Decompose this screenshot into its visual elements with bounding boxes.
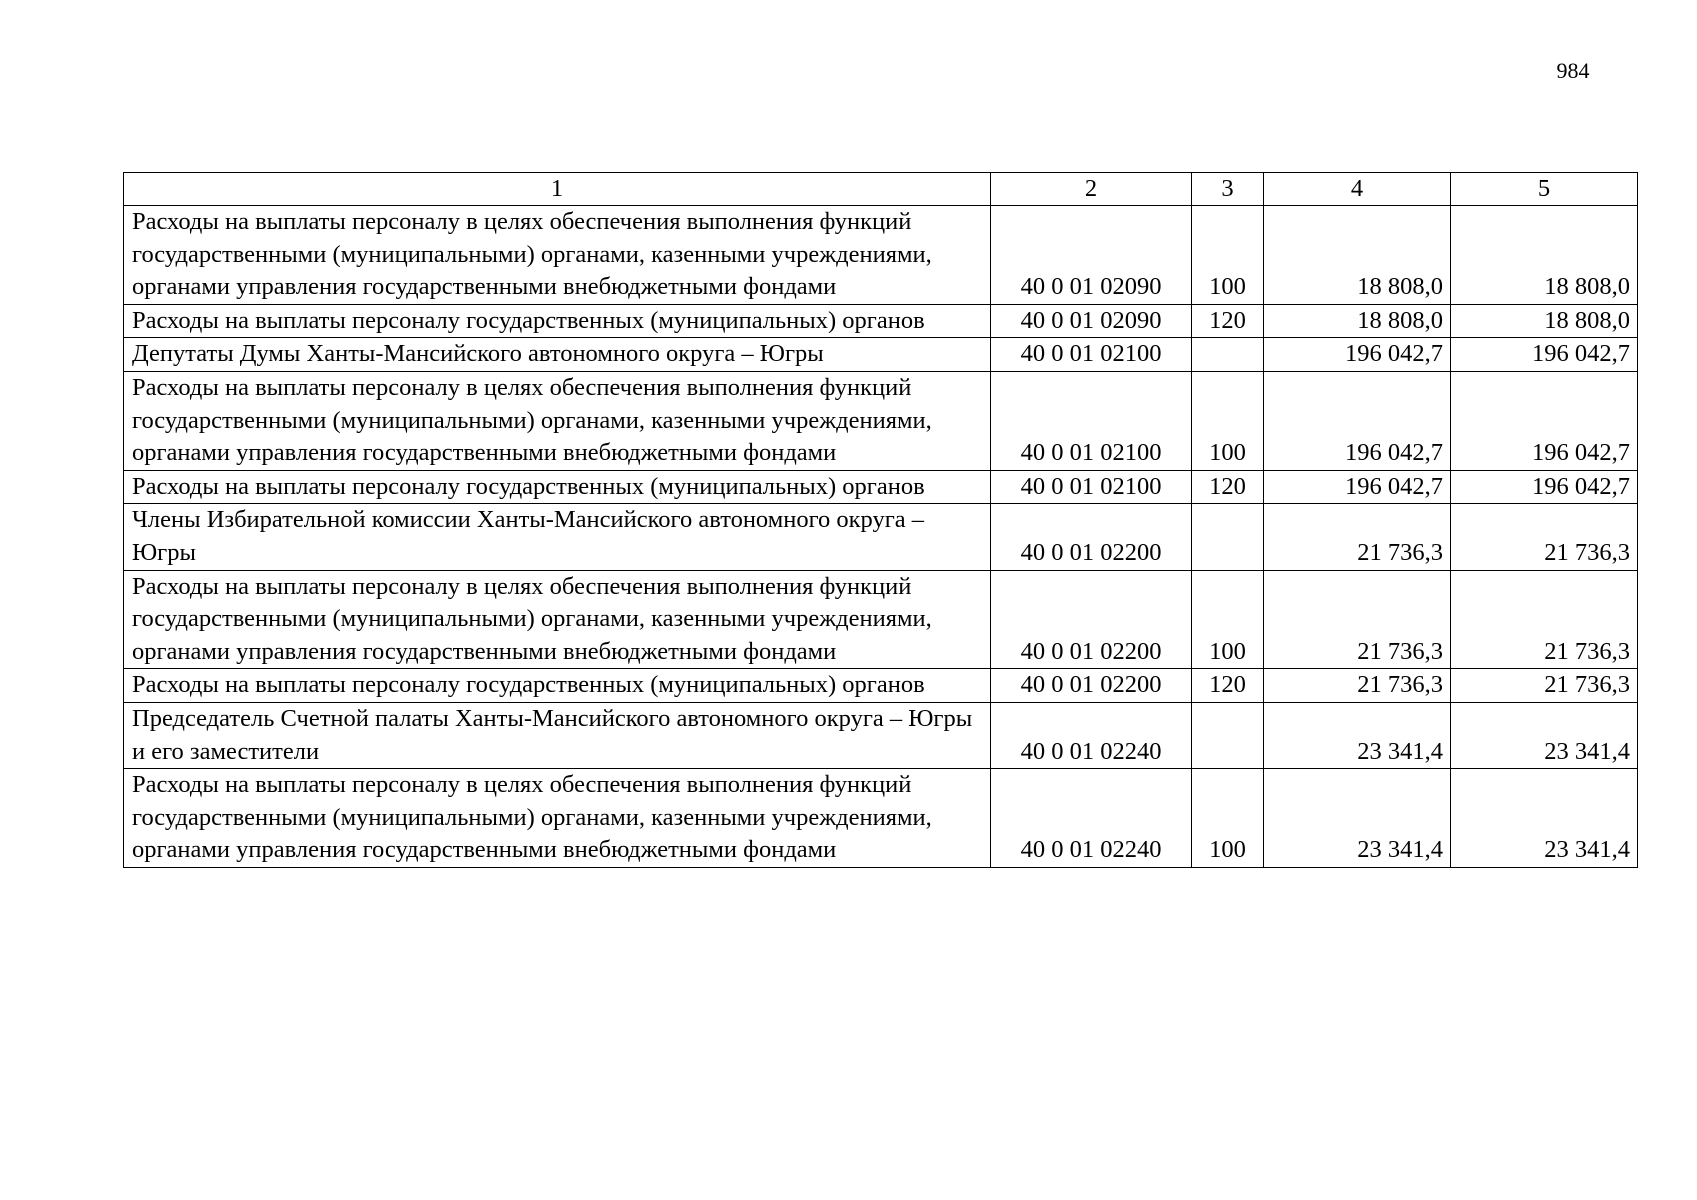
expense-name: Расходы на выплаты персоналу государственных (муниципальных) органов xyxy=(124,304,991,338)
target-article-code: 40 0 01 02090 xyxy=(991,304,1192,338)
expense-name: Депутаты Думы Ханты-Мансийского автономного округа – Югры xyxy=(124,338,991,372)
table-row xyxy=(124,769,1638,868)
column-number-row xyxy=(124,173,1638,206)
amount-column-4: 196 042,7 xyxy=(1264,470,1451,504)
expense-type-code: 120 xyxy=(1192,470,1264,504)
amount-column-5: 21 736,3 xyxy=(1451,669,1638,703)
expense-name: Председатель Счетной палаты Ханты-Мансийского автономного округа – Югры и его заместители xyxy=(124,702,991,768)
table-row xyxy=(124,470,1638,504)
amount-column-4: 23 341,4 xyxy=(1264,702,1451,768)
table-row xyxy=(124,371,1638,470)
target-article-code: 40 0 01 02090 xyxy=(991,206,1192,305)
expense-type-code: 100 xyxy=(1192,570,1264,669)
amount-column-5: 196 042,7 xyxy=(1451,371,1638,470)
amount-column-5: 21 736,3 xyxy=(1451,570,1638,669)
target-article-code: 40 0 01 02100 xyxy=(991,338,1192,372)
expense-name: Расходы на выплаты персоналу государственных (муниципальных) органов xyxy=(124,470,991,504)
expense-type-code xyxy=(1192,338,1264,372)
amount-column-4: 196 042,7 xyxy=(1264,371,1451,470)
expense-type-code: 100 xyxy=(1192,769,1264,868)
amount-column-5: 21 736,3 xyxy=(1451,504,1638,570)
expense-name: Расходы на выплаты персоналу в целях обеспечения выполнения функций государственными (муниципальными) органами, казенными учреждениями, органами управления государственными внебюджетными фондами xyxy=(124,206,991,305)
amount-column-4: 18 808,0 xyxy=(1264,206,1451,305)
column-number-header: 3 xyxy=(1192,173,1264,206)
expense-type-code: 100 xyxy=(1192,371,1264,470)
column-number-header: 1 xyxy=(124,173,991,206)
amount-column-5: 196 042,7 xyxy=(1451,338,1638,372)
column-number-header: 2 xyxy=(991,173,1192,206)
amount-column-4: 18 808,0 xyxy=(1264,304,1451,338)
expense-type-code: 120 xyxy=(1192,304,1264,338)
amount-column-5: 18 808,0 xyxy=(1451,206,1638,305)
amount-column-4: 21 736,3 xyxy=(1264,570,1451,669)
amount-column-4: 23 341,4 xyxy=(1264,769,1451,868)
column-number-header: 4 xyxy=(1264,173,1451,206)
table-row xyxy=(124,570,1638,669)
expense-type-code xyxy=(1192,504,1264,570)
table-row xyxy=(124,304,1638,338)
expense-name: Расходы на выплаты персоналу в целях обеспечения выполнения функций государственными (муниципальными) органами, казенными учреждениями, органами управления государственными внебюджетными фондами xyxy=(124,570,991,669)
target-article-code: 40 0 01 02100 xyxy=(991,470,1192,504)
budget-table xyxy=(123,172,1638,868)
amount-column-4: 21 736,3 xyxy=(1264,504,1451,570)
target-article-code: 40 0 01 02100 xyxy=(991,371,1192,470)
page-number: 984 xyxy=(1556,58,1590,83)
expense-name: Члены Избирательной комиссии Ханты-Мансийского автономного округа – Югры xyxy=(124,504,991,570)
expense-name: Расходы на выплаты персоналу в целях обеспечения выполнения функций государственными (муниципальными) органами, казенными учреждениями, органами управления государственными внебюджетными фондами xyxy=(124,371,991,470)
target-article-code: 40 0 01 02240 xyxy=(991,702,1192,768)
target-article-code: 40 0 01 02240 xyxy=(991,769,1192,868)
column-number-header: 5 xyxy=(1451,173,1638,206)
table-row xyxy=(124,338,1638,372)
expense-type-code: 100 xyxy=(1192,206,1264,305)
amount-column-5: 23 341,4 xyxy=(1451,702,1638,768)
expense-type-code: 120 xyxy=(1192,669,1264,703)
table-row xyxy=(124,504,1638,570)
amount-column-4: 196 042,7 xyxy=(1264,338,1451,372)
target-article-code: 40 0 01 02200 xyxy=(991,570,1192,669)
amount-column-5: 18 808,0 xyxy=(1451,304,1638,338)
table-row xyxy=(124,702,1638,768)
amount-column-4: 21 736,3 xyxy=(1264,669,1451,703)
table-row xyxy=(124,206,1638,305)
amount-column-5: 23 341,4 xyxy=(1451,769,1638,868)
expense-type-code xyxy=(1192,702,1264,768)
table-row xyxy=(124,669,1638,703)
amount-column-5: 196 042,7 xyxy=(1451,470,1638,504)
target-article-code: 40 0 01 02200 xyxy=(991,669,1192,703)
expense-name: Расходы на выплаты персоналу государственных (муниципальных) органов xyxy=(124,669,991,703)
expense-name: Расходы на выплаты персоналу в целях обеспечения выполнения функций государственными (муниципальными) органами, казенными учреждениями, органами управления государственными внебюджетными фондами xyxy=(124,769,991,868)
target-article-code: 40 0 01 02200 xyxy=(991,504,1192,570)
